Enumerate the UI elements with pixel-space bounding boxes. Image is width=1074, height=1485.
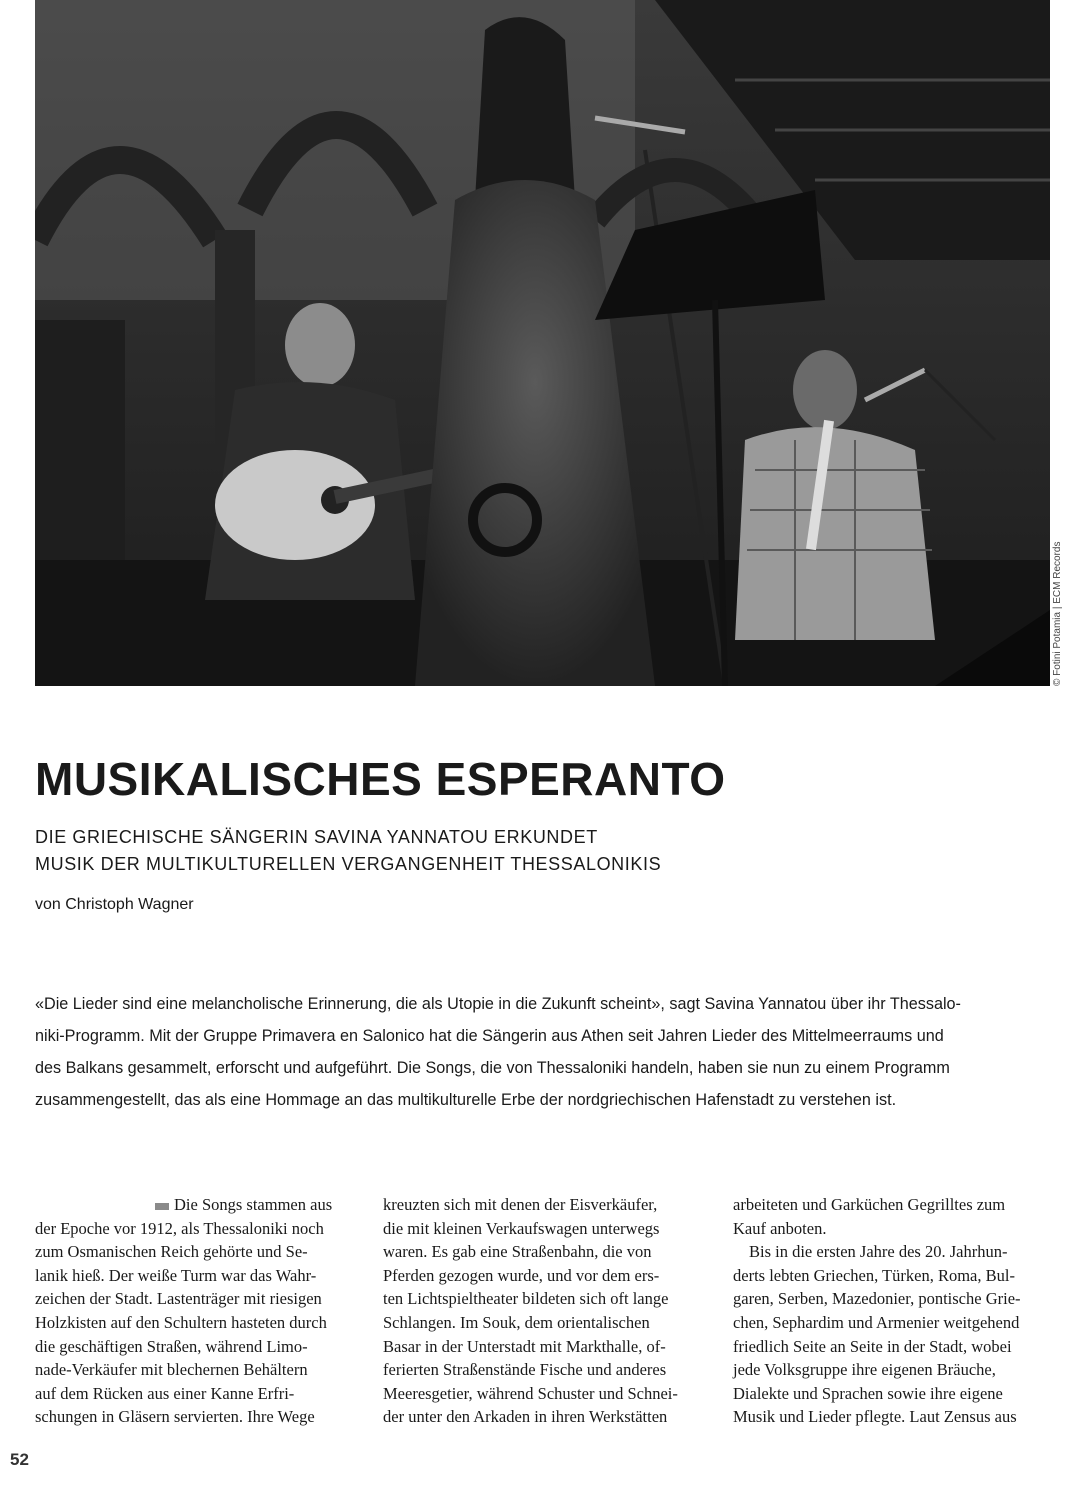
body-line: waren. Es gab eine Straßenbahn, die von <box>383 1242 652 1262</box>
body-line: Kauf anboten. <box>733 1218 827 1238</box>
article-lead <box>35 988 1035 1116</box>
lead-line: niki-Programm. Mit der Gruppe Primavera en Salonico hat die Sängerin aus Athen seit Jahren Lieder des Mittelmeerraums und <box>35 1027 944 1045</box>
concert-photo-illustration <box>35 0 1050 686</box>
body-line: Musik und Lieder pflegte. Laut Zensus aus <box>733 1407 1017 1427</box>
body-line: jede Volksgruppe ihre eigenen Bräuche, <box>733 1360 996 1380</box>
body-column-2 <box>383 1193 708 1429</box>
body-line: zeichen der Stadt. Lastenträger mit riesigen <box>35 1289 322 1309</box>
paragraph-marker-icon <box>155 1203 169 1210</box>
body-line: die geschäftigen Straßen, während Limo- <box>35 1336 308 1356</box>
subtitle-line: DIE GRIECHISCHE SÄNGERIN SAVINA YANNATOU ERKUNDET <box>35 827 598 847</box>
body-line: arbeiteten und Garküchen Gegrilltes zum <box>733 1195 1006 1214</box>
article-author: von Christoph Wagner <box>35 896 194 913</box>
body-line: garen, Serben, Mazedonier, pontische Grie- <box>733 1289 1021 1309</box>
body-line: Dialekte und Sprachen sowie ihre eigene <box>733 1383 1003 1403</box>
body-column-3 <box>733 1193 1058 1429</box>
body-column-1 <box>35 1193 360 1429</box>
body-line: ferierten Straßenstände Fische und anderes <box>383 1360 667 1380</box>
photo-credit: © Fotini Potamia | ECM Records <box>1052 541 1063 686</box>
body-line: zum Osmanischen Reich gehörte und Se- <box>35 1242 308 1262</box>
body-line: die mit kleinen Verkaufswagen unterwegs <box>383 1218 660 1238</box>
body-line: Holzkisten auf den Schultern hasteten durch <box>35 1312 327 1332</box>
body-line: Basar in der Unterstadt mit Markthalle, of- <box>383 1336 666 1356</box>
body-line: chen, Sephardim und Armenier weitgehend <box>733 1312 1020 1332</box>
concert-photo <box>35 0 1050 686</box>
body-line: ten Lichtspieltheater bildeten sich oft lange <box>383 1289 669 1309</box>
body-line: lanik hieß. Der weiße Turm war das Wahr- <box>35 1265 317 1285</box>
lead-line: des Balkans gesammelt, erforscht und aufgeführt. Die Songs, die von Thessaloniki handeln, haben sie nun zu einem Programm <box>35 1059 950 1077</box>
body-line: Schlangen. Im Souk, dem orientalischen <box>383 1312 650 1332</box>
subtitle-line: MUSIK DER MULTIKULTURELLEN VERGANGENHEIT THESSALONIKIS <box>35 854 662 874</box>
body-line: Bis in die ersten Jahre des 20. Jahrhun- <box>749 1242 1008 1262</box>
lead-line: zusammengestellt, das als eine Hommage an das multikulturelle Erbe der nordgriechischen Hafenstadt zu verstehen ist. <box>35 1091 897 1109</box>
body-line: auf dem Rücken aus einer Kanne Erfri- <box>35 1383 295 1403</box>
body-line: derts lebten Griechen, Türken, Roma, Bul- <box>733 1265 1015 1285</box>
body-line: schungen in Gläsern servierten. Ihre Wege <box>35 1407 315 1427</box>
page-number: 52 <box>10 1450 29 1469</box>
body-line: kreuzten sich mit denen der Eisverkäufer, <box>383 1195 658 1214</box>
body-line: Die Songs stammen aus <box>35 1193 360 1217</box>
lead-line: «Die Lieder sind eine melancholische Erinnerung, die als Utopie in die Zukunft scheint», sagt Savina Yannatou über ihr Thessalo- <box>35 995 961 1013</box>
article-subtitle <box>35 824 661 878</box>
body-line: der Epoche vor 1912, als Thessaloniki noch <box>35 1218 324 1238</box>
body-line: nade-Verkäufer mit blechernen Behältern <box>35 1360 308 1380</box>
body-line: friedlich Seite an Seite in der Stadt, wobei <box>733 1336 1012 1356</box>
body-line: der unter den Arkaden in ihren Werkstätten <box>383 1407 668 1427</box>
body-line: Meeresgetier, während Schuster und Schnei- <box>383 1383 678 1403</box>
article-title: MUSIKALISCHES ESPERANTO <box>35 753 726 805</box>
body-line: Pferden gezogen wurde, und vor dem ers- <box>383 1265 660 1285</box>
